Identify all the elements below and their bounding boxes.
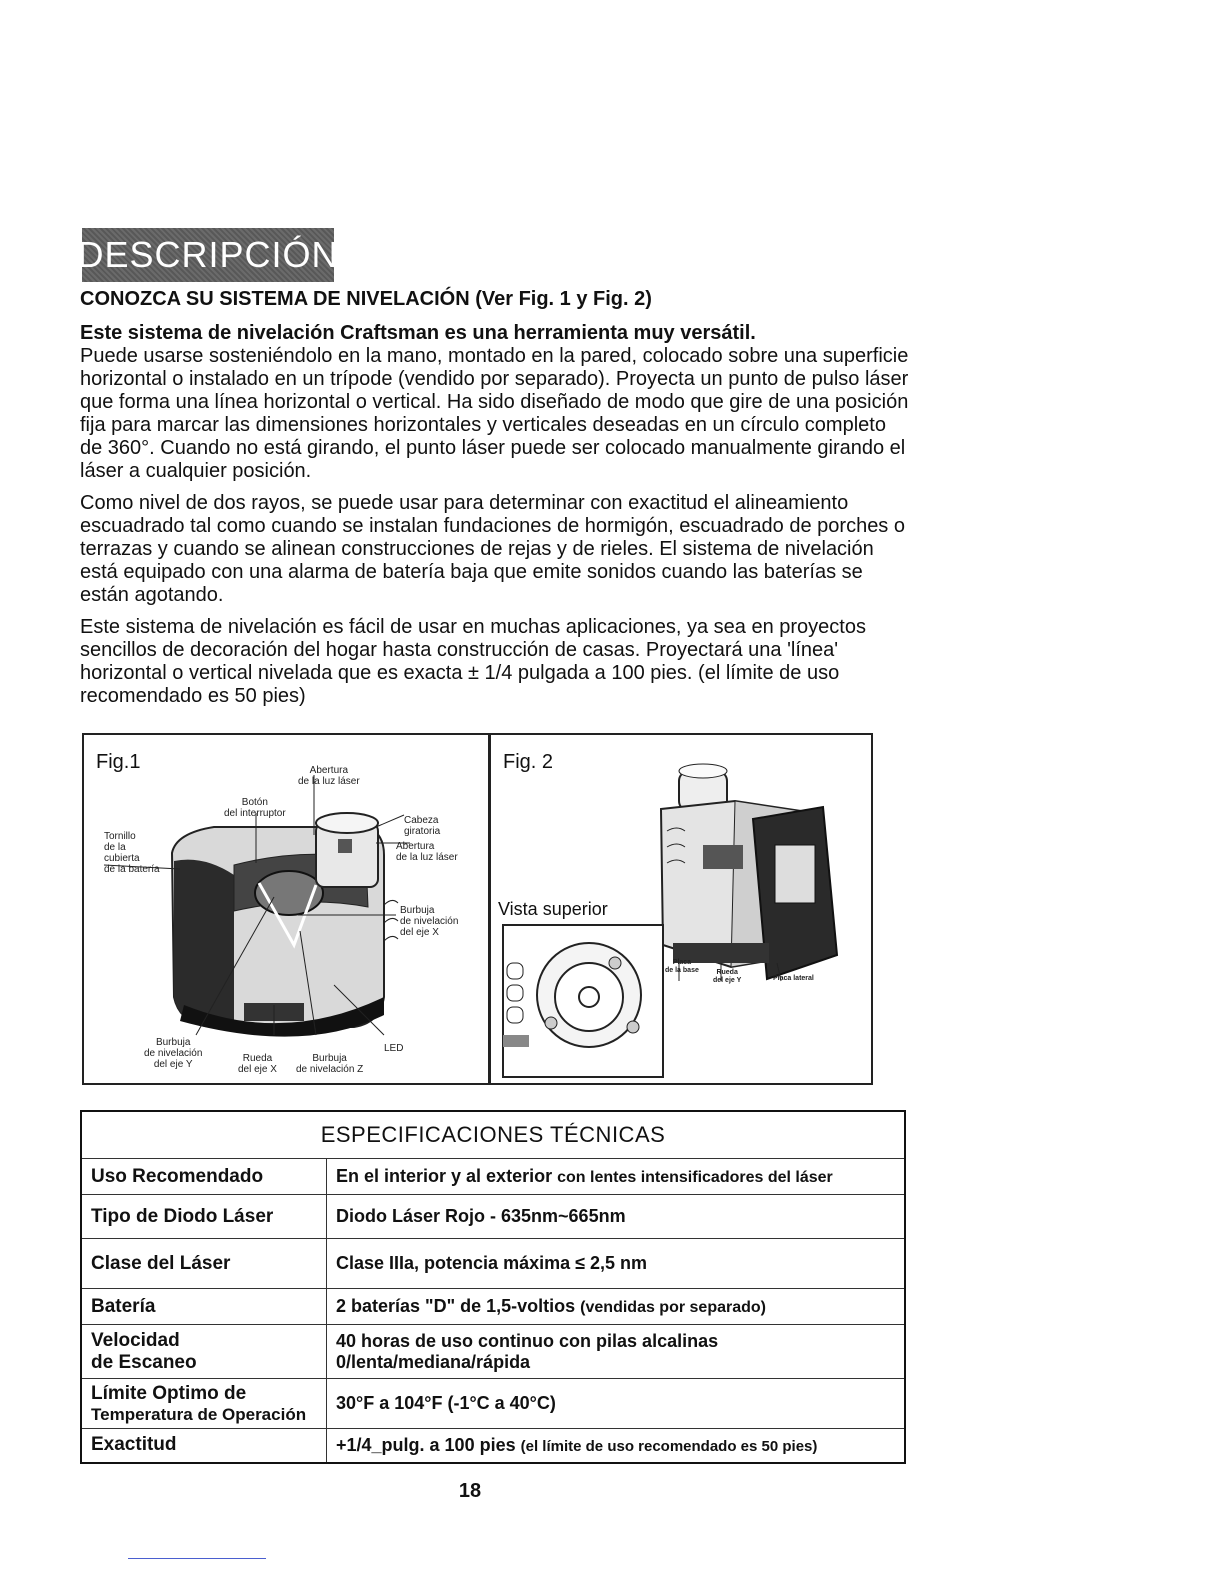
table-row <box>81 1429 905 1463</box>
spec-label: Uso Recomendado <box>81 1159 327 1195</box>
callout-placa-lateral: Placa lateral <box>773 975 814 982</box>
callout-abertura-top: Abertura de la luz láser <box>298 765 360 787</box>
callout-led: LED <box>384 1043 404 1054</box>
callout-rueda-x: Rueda del eje X <box>238 1053 277 1075</box>
callout-abertura-side: Abertura de la luz láser <box>396 841 458 863</box>
figure-1 <box>82 733 490 1085</box>
spec-label: Exactitud <box>81 1429 327 1463</box>
spec-label: Batería <box>81 1289 327 1325</box>
table-row <box>81 1289 905 1325</box>
callout-placa-base: Placa de la base <box>665 959 699 974</box>
callout-tornillo: Tornillo de la cubierta de la batería <box>104 831 160 875</box>
specs-title: ESPECIFICACIONES TÉCNICAS <box>81 1111 905 1159</box>
table-row <box>81 1159 905 1195</box>
paragraph-1-lead: Este sistema de nivelación Craftsman es una herramienta muy versátil. <box>80 322 756 344</box>
callout-rueda-y: Rueda del eje Y <box>713 969 742 984</box>
section-title: DESCRIPCIÓN <box>82 228 334 282</box>
table-row <box>81 1325 905 1379</box>
callout-cabeza: Cabeza giratoria <box>404 815 441 837</box>
callout-burbuja-x: Burbuja de nivelación del eje X <box>400 905 459 938</box>
spec-label: Límite Optimo de Temperatura de Operación <box>81 1379 327 1429</box>
subheading: CONOZCA SU SISTEMA DE NIVELACIÓN (Ver Fig. 1 y Fig. 2) <box>80 288 652 310</box>
specs-header-row <box>81 1111 905 1159</box>
page-number: 18 <box>458 1480 482 1502</box>
spec-value: Clase IIIa, potencia máxima ≤ 2,5 nm <box>327 1239 906 1289</box>
spec-value: 40 horas de uso continuo con pilas alcalinas 0/lenta/mediana/rápida <box>327 1325 906 1379</box>
spec-value: 30°F a 104°F (-1°C a 40°C) <box>327 1379 906 1429</box>
top-view-label: Vista superior <box>498 899 608 919</box>
paragraph-1 <box>80 322 910 483</box>
figure-2-title: Fig. 2 <box>503 751 554 773</box>
paragraph-3: Este sistema de nivelación es fácil de usar en muchas aplicaciones, ya sea en proyectos sencillos de decoración del hogar hasta construcción de casas. Proyectará una 'línea' horizontal o vertical nivelada que es exacta ± 1/4 pulgada a 100 pies. (el límite de uso recomendado es 50 pies) <box>80 616 866 707</box>
table-row <box>81 1195 905 1239</box>
body-text <box>80 322 910 717</box>
table-row <box>81 1379 905 1429</box>
spec-label: Velocidad de Escaneo <box>81 1325 327 1379</box>
figure-2 <box>489 733 873 1085</box>
callout-burbuja-y: Burbuja de nivelación del eje Y <box>144 1037 203 1070</box>
paragraph-1-body: Puede usarse sosteniéndolo en la mano, montado en la pared, colocado sobre una superficie horizontal o instalado en un trípode (vendido por separado). Proyecta un punto de pulso láser que forma una línea horizontal o vertical. Ha sido diseñado de modo que gire de una posición fija para marcar las dimensiones horizontales y verticales deseadas en un círculo completo de 360°. Cuando no está girando, el punto láser puede ser colocado manualmente girando el láser a cualquier posición. <box>80 345 909 482</box>
paragraph-2: Como nivel de dos rayos, se puede usar para determinar con exactitud el alineamiento escuadrado tal como cuando se instalan fundaciones de hormigón, escuadrado de porches o terrazas y cuando se alinean construcciones de rejas y de rieles. El sistema de nivelación está equipado con una alarma de batería baja que emite sonidos cuando las baterías se están agotando. <box>80 492 905 606</box>
spec-value: Diodo Láser Rojo - 635nm~665nm <box>327 1195 906 1239</box>
spec-value: En el interior y al exterior con lentes intensificadores del láser <box>327 1159 906 1195</box>
table-row <box>81 1239 905 1289</box>
spec-label: Tipo de Diodo Láser <box>81 1195 327 1239</box>
spec-value: +1/4_pulg. a 100 pies (el límite de uso recomendado es 50 pies) <box>327 1429 906 1463</box>
specs-table <box>80 1110 906 1464</box>
figure-1-title: Fig.1 <box>96 751 141 773</box>
callout-boton: Botón del interruptor <box>224 797 286 819</box>
callout-burbuja-z: Burbuja de nivelación Z <box>296 1053 364 1075</box>
spec-value: 2 baterías "D" de 1,5-voltios (vendidas por separado) <box>327 1289 906 1325</box>
spec-label: Clase del Láser <box>81 1239 327 1289</box>
footer-rule <box>128 1558 266 1559</box>
